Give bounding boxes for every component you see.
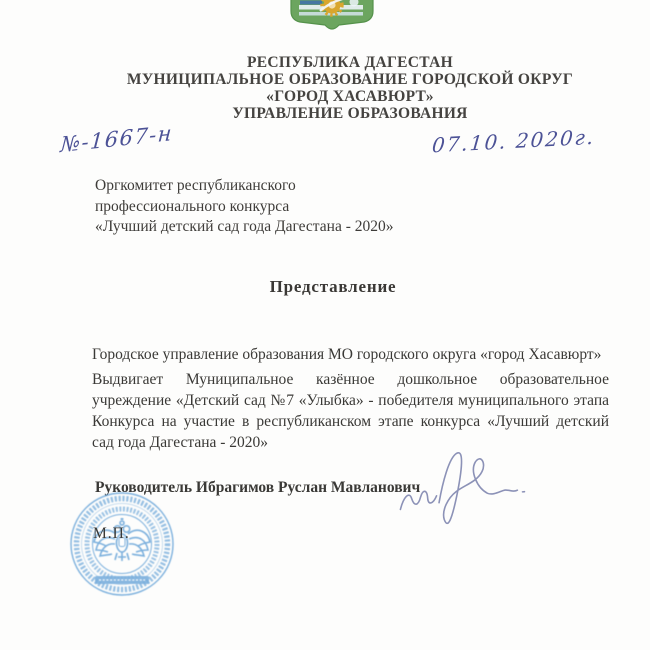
letterhead-line-city: «ГОРОД ХАСАВЮРТ»	[266, 88, 434, 105]
letterhead-line-republic: РЕСПУБЛИКА ДАГЕСТАН	[247, 54, 453, 71]
letterhead	[58, 54, 642, 122]
addressee-line: профессионального конкурса	[95, 197, 290, 215]
addressee-block	[95, 176, 393, 238]
addressee-line: Оргкомитет республиканского	[95, 177, 296, 194]
letterhead-line-municipality: МУНИЦИПАЛЬНОЕ ОБРАЗОВАНИЕ ГОРОДСКОЙ ОКРУГ	[126, 71, 574, 88]
signatory-position: Руководитель	[95, 479, 193, 496]
letterhead-line-department: УПРАВЛЕНИЕ ОБРАЗОВАНИЯ	[232, 105, 468, 122]
city-emblem	[286, 0, 378, 33]
handwritten-doc-date: 07.10. 2020г.	[431, 124, 597, 158]
document-title: Представление	[269, 277, 397, 296]
body-paragraph-1: Городское управление образования МО городского округа «город Хасавюрт»	[92, 345, 602, 363]
addressee-line: «Лучший детский сад года Дагестана - 2020»	[95, 218, 394, 235]
body-paragraph-2: Выдвигает Муниципальное казённое дошкольное образовательное учреждение «Детский сад №7 «Улыбка» - победителя муниципального этапа Конкурса на участие в республиканском этапе конкурса «Лучший детский сад года Дагестана - 2020»	[92, 370, 609, 452]
city-emblem-shield-icon	[286, 0, 378, 33]
signatory-name: Ибрагимов Руслан Мавланович	[195, 479, 421, 496]
official-stamp-icon	[67, 489, 177, 599]
handwritten-signature	[393, 441, 535, 533]
place-of-seal-label: М.П.	[93, 525, 130, 542]
handwritten-doc-number: №-1667-н	[59, 120, 174, 158]
